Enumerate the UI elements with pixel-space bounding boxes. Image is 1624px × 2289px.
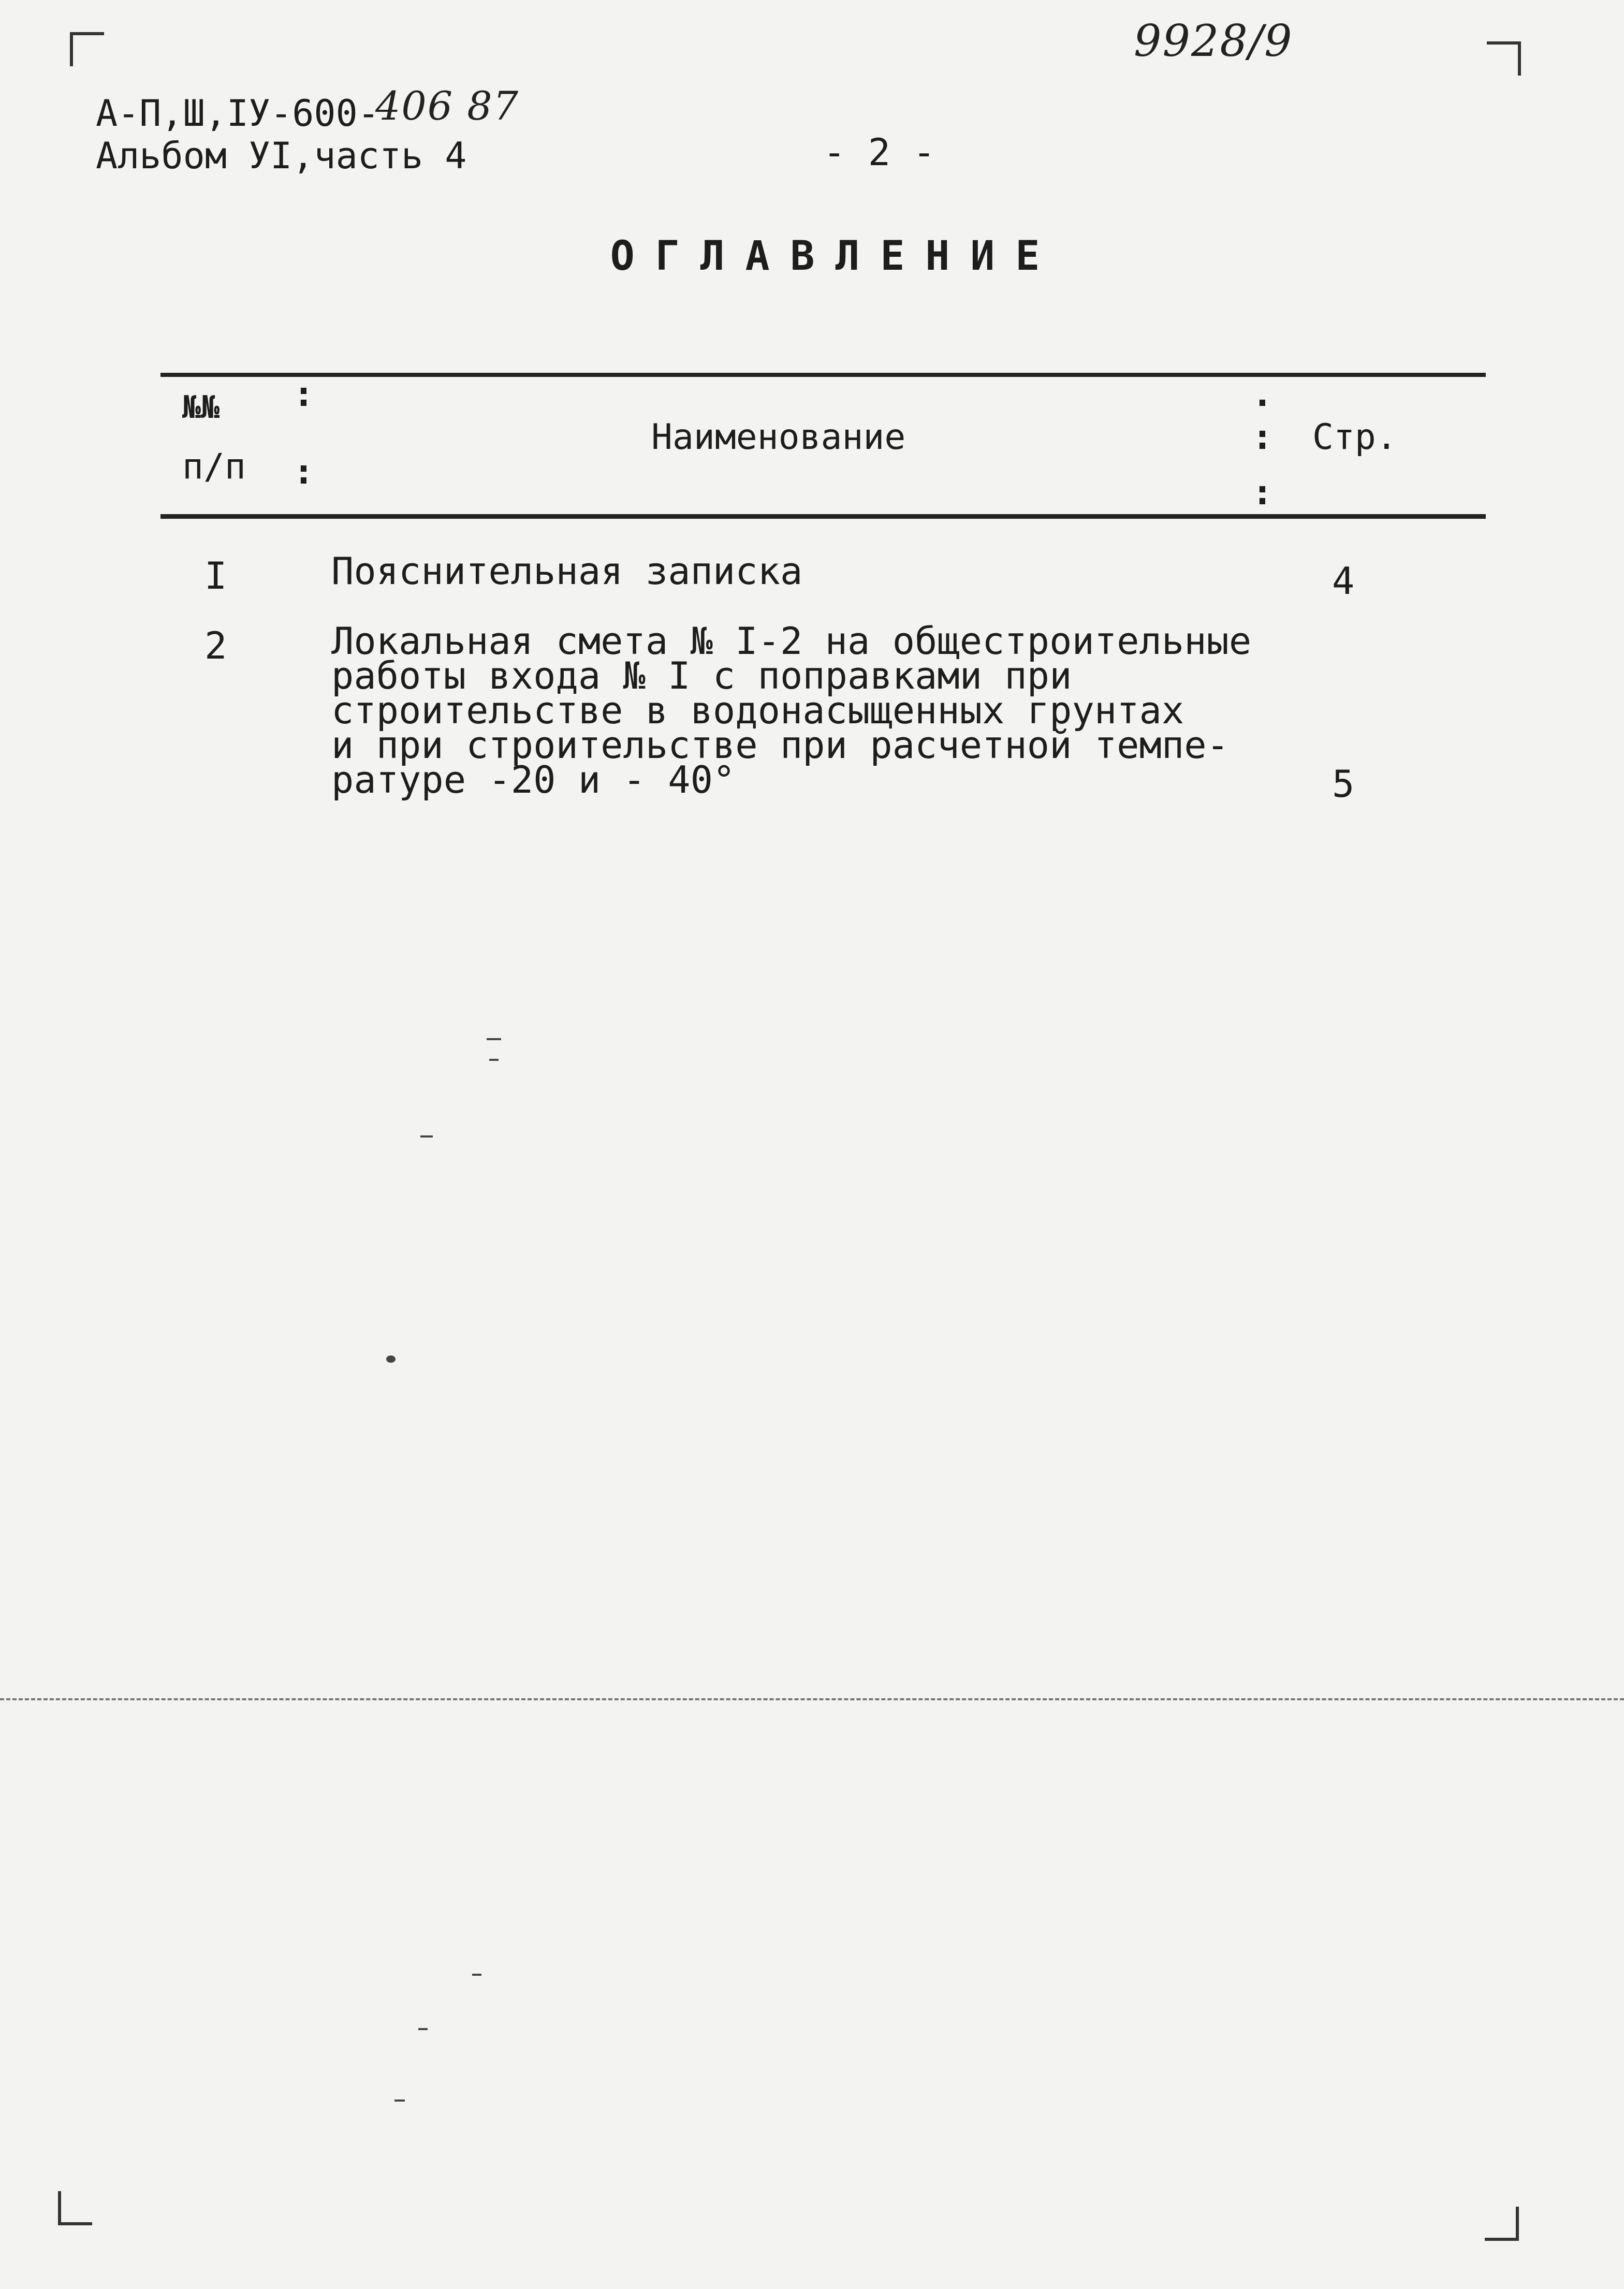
corner-mark-bottom-right xyxy=(1485,2207,1519,2241)
scan-speck xyxy=(394,2100,405,2102)
corner-mark-top-left xyxy=(70,32,104,66)
column-divider-mark: : xyxy=(1252,417,1273,458)
series-line-1: А-П,Ш,IУ-600- xyxy=(96,92,379,135)
column-divider-mark: . xyxy=(1252,374,1273,415)
table-top-rule xyxy=(160,373,1486,377)
table-header-rule xyxy=(160,514,1486,519)
toc-row-number: 2 xyxy=(204,624,227,667)
toc-row-number: I xyxy=(204,554,227,597)
toc-row-name: Локальная смета № I-2 на общестроительные работы входа № I с поправками при строительстве в водонасыщенных грунтах и при строительстве при расчетной темпе- ратуре -20 и - 40° xyxy=(331,619,1252,801)
column-divider-mark: : xyxy=(293,451,314,492)
page-number: - 2 - xyxy=(823,130,935,174)
column-divider-mark: : xyxy=(293,374,314,415)
column-divider-mark: : xyxy=(1252,472,1273,513)
scan-speck xyxy=(472,1974,481,1976)
scan-speck xyxy=(420,1135,433,1138)
handwritten-series-suffix: 406 87 xyxy=(375,83,519,129)
column-header-name: Наименование xyxy=(651,417,906,458)
toc-row-name: Пояснительная записка xyxy=(331,549,803,593)
scan-speck xyxy=(418,2028,428,2030)
column-header-number-sub: п/п xyxy=(182,446,246,487)
scan-speck xyxy=(386,1355,396,1363)
corner-mark-top-right xyxy=(1487,41,1521,76)
corner-mark-bottom-left xyxy=(58,2191,92,2225)
column-header-page: Стр. xyxy=(1312,417,1397,458)
toc-row-page: 4 xyxy=(1332,559,1355,603)
page-fold-line xyxy=(0,1698,1624,1700)
scan-speck xyxy=(487,1038,501,1040)
series-line-2: Альбом УI,часть 4 xyxy=(96,135,467,177)
column-header-number: №№ xyxy=(182,389,220,426)
scan-speck xyxy=(489,1059,499,1061)
document-title: ОГЛАВЛЕНИЕ xyxy=(610,233,1061,280)
handwritten-inventory-number: 9928/9 xyxy=(1134,16,1293,66)
toc-row-page: 5 xyxy=(1332,762,1355,806)
